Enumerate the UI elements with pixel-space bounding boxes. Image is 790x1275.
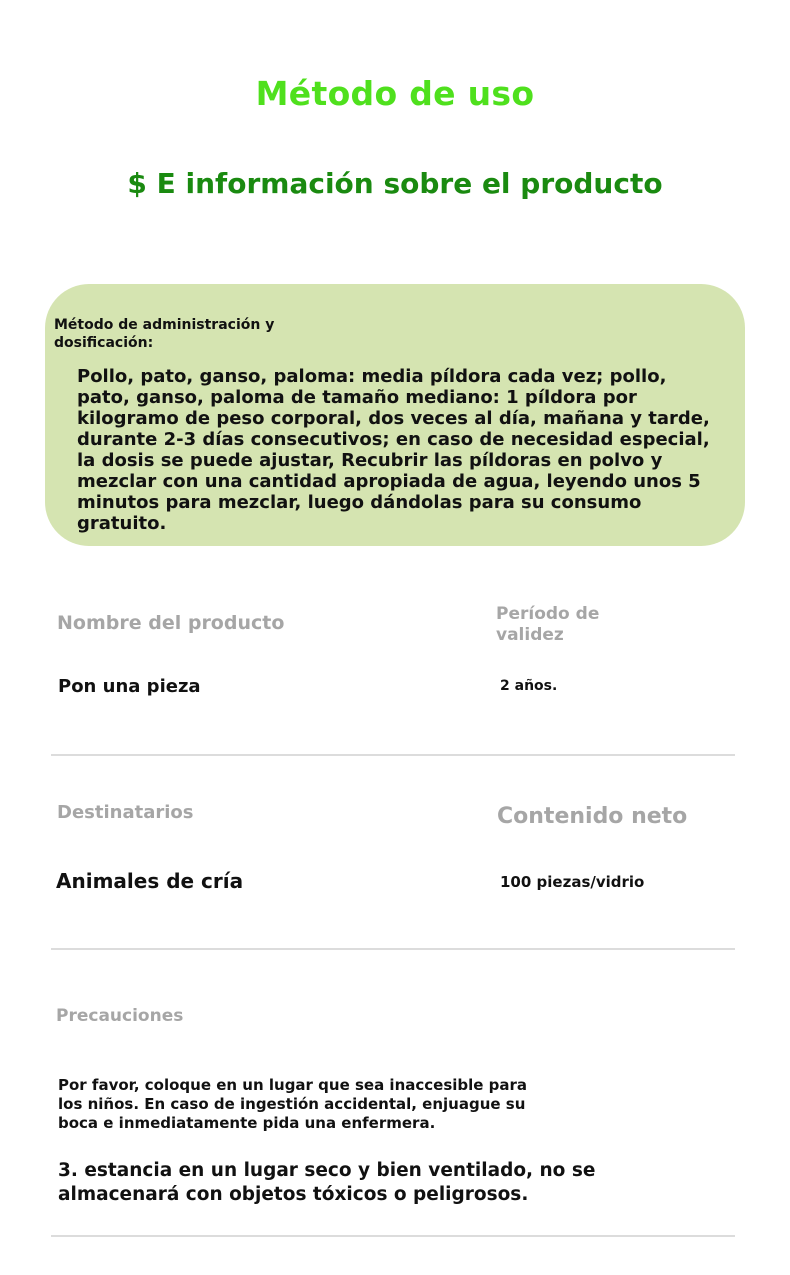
dosage-heading: Método de administración y dosificación:: [54, 317, 275, 351]
precautions-text: Por favor, coloque en un lugar que sea inaccesible para los niños. En caso de ingestión accidental, enjuague su boca e inmediatamente pida una enfermera.: [58, 1076, 528, 1132]
divider: [51, 754, 735, 756]
net-content-value: 100 piezas/vidrio: [500, 873, 645, 891]
precautions-label: Precauciones: [56, 1006, 184, 1026]
target-value: Animales de cría: [56, 869, 244, 893]
page-title: Método de uso: [255, 74, 535, 113]
target-label: Destinatarios: [57, 802, 194, 823]
storage-note: 3. estancia en un lugar seco y bien ventilado, no se almacenará con objetos tóxicos o peligrosos.: [58, 1160, 596, 1205]
validity-label: Período de validez: [496, 604, 600, 645]
page-subtitle: $ E información sobre el producto: [127, 167, 663, 200]
product-name-value: Pon una pieza: [58, 676, 201, 697]
product-name-label: Nombre del producto: [57, 612, 285, 634]
validity-value: 2 años.: [500, 678, 558, 694]
dosage-text: Pollo, pato, ganso, paloma: media píldora cada vez; pollo, pato, ganso, paloma de tamaño mediano: 1 píldora por kilogramo de peso corporal, dos veces al día, mañana y tarde, durante 2-3 días consecutivos; en caso de necesidad especial, la dosis se puede ajustar, Recubrir las píldoras en polvo y mezclar con una cantidad apropiada de agua, leyendo unos 5 minutos para mezclar, luego dándolas para su consumo gratuito.: [77, 366, 710, 534]
divider: [51, 1235, 735, 1237]
divider: [51, 948, 735, 950]
net-content-label: Contenido neto: [497, 804, 688, 829]
